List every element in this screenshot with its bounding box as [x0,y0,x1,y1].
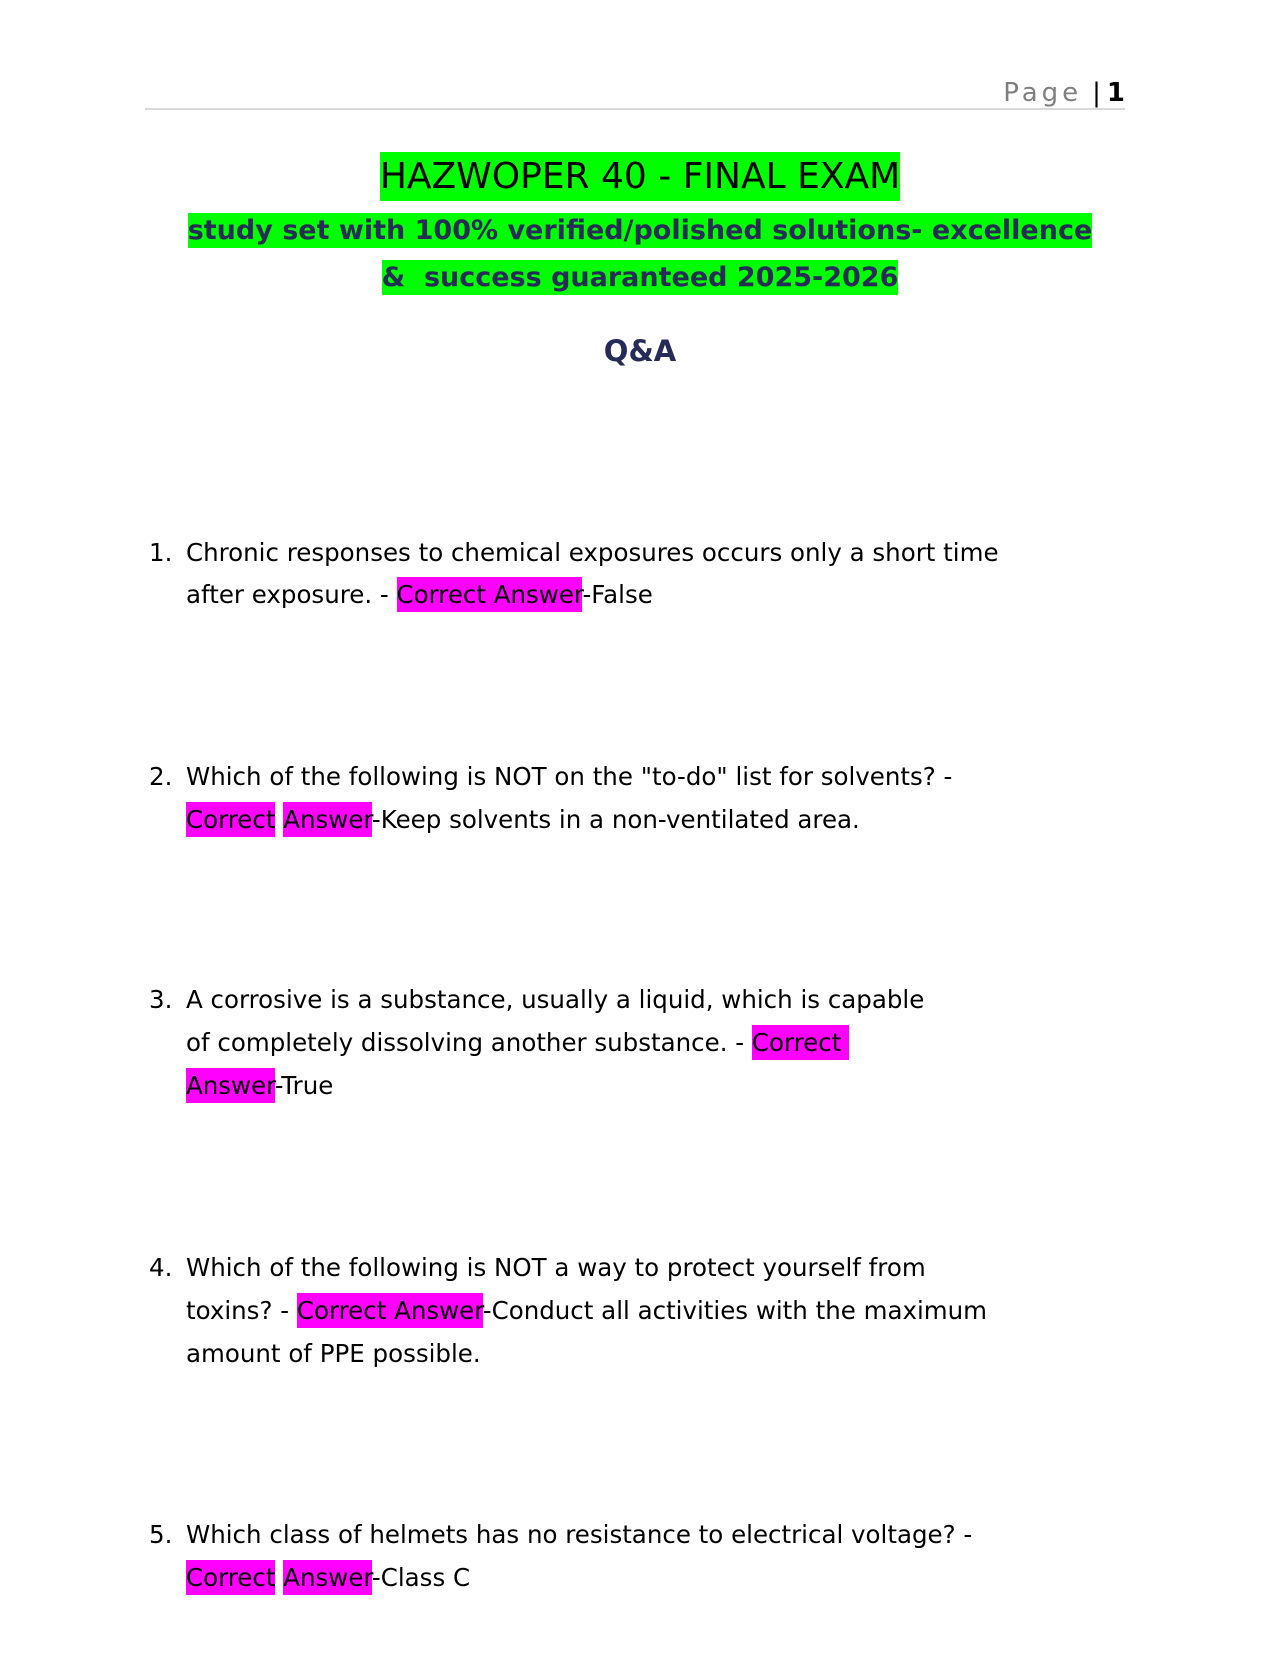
question-text: A corrosive is a substance, usually a liquid, which is capable [186,985,925,1014]
question-line [186,1558,470,1598]
question-line [186,1248,926,1288]
question-number: 3. [149,985,173,1014]
question-number: 4. [149,1253,173,1282]
question-line [186,757,952,797]
subtitle-line-2: & success guaranteed 2025-2026 [381,262,899,293]
question-line [186,1334,481,1374]
correct-answer-label: Correct Answer [297,1293,483,1328]
correct-answer-label: Correct [186,1560,275,1595]
page-number: 1 [1106,78,1125,108]
correct-answer-label: Answer [186,1068,275,1103]
question-line [186,1023,849,1063]
correct-answer-label: Correct [752,1025,849,1060]
question-line [186,800,860,840]
question-line [186,980,924,1020]
correct-answer-label: Correct Answer [397,577,583,612]
question-text: after exposure. - [186,580,397,609]
correct-answer-label: Correct [186,802,275,837]
document-title: HAZWOPER 40 - FINAL EXAM [0,153,1280,201]
header-rule [145,108,1125,110]
page-separator: | [1092,78,1101,108]
question-text: Chronic responses to chemical exposures occurs only a short time [186,538,999,567]
question-text: Which of the following is NOT on the "to-do" list for solvents? - [186,762,953,791]
question-text: -Conduct all activities with the maximum [482,1296,988,1325]
question-line [186,533,999,573]
question-text: of completely dissolving another substance. - [186,1028,752,1057]
question-text: -Class C [371,1563,471,1592]
question-text: -True [274,1071,334,1100]
question-text: -Keep solvents in a non-ventilated area. [371,805,860,834]
question-text: Which class of helmets has no resistance to electrical voltage? - [186,1520,973,1549]
question-text: toxins? - [186,1296,297,1325]
question-text: Which of the following is NOT a way to protect yourself from [186,1253,926,1282]
question-line [186,1066,333,1106]
question-number: 5. [149,1520,173,1549]
question-line [186,1515,972,1555]
question-line [186,575,653,615]
page-label: Page [1003,78,1083,108]
page-header [1003,78,1125,108]
correct-answer-label: Answer [283,1560,372,1595]
question-line [186,1291,987,1331]
question-text: amount of PPE possible. [186,1339,481,1368]
subtitle-line-1: study set with 100% verified/polished solutions- excellence [187,215,1093,246]
question-number: 1. [149,538,173,567]
correct-answer-label: Answer [283,802,372,837]
section-heading: Q&A [603,334,677,368]
question-text: -False [582,580,653,609]
question-number: 2. [149,762,173,791]
